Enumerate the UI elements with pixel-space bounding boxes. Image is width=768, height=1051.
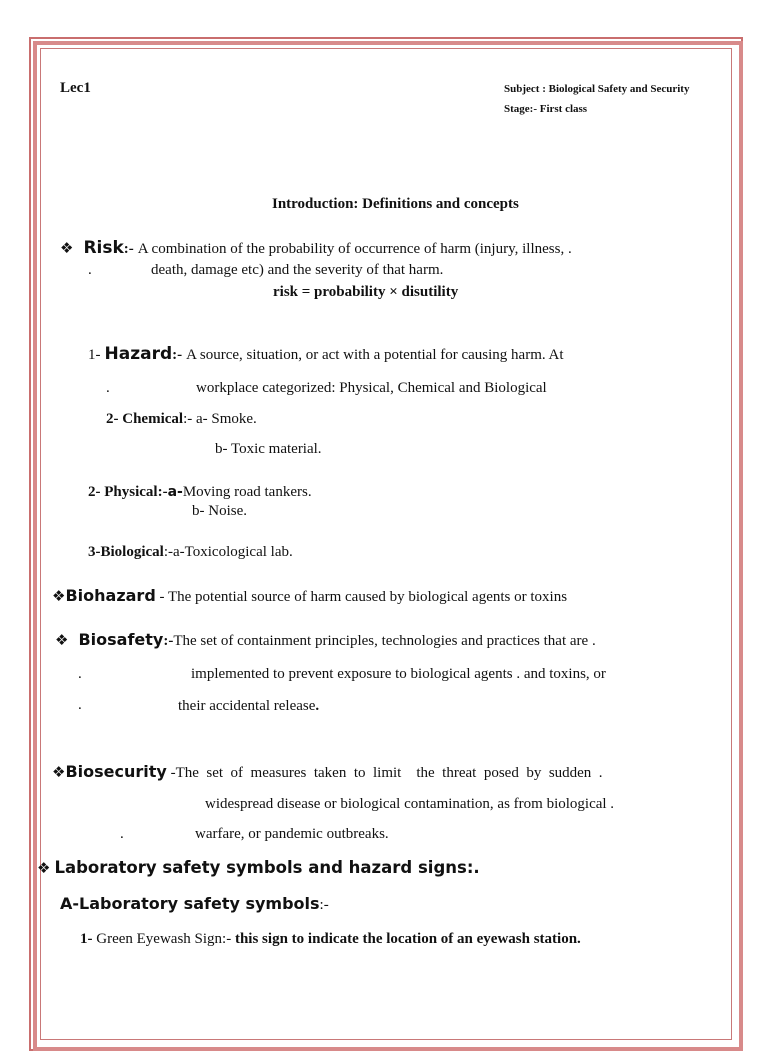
biosecurity-dot-3: . [120,826,124,842]
physical-line-2: b- Noise. [192,503,247,519]
biosafety-dot-3: . [78,697,82,713]
hazard-line-2: workplace categorized: Physical, Chemical and Biological [196,380,547,396]
lecture-number: Lec1 [60,80,91,96]
biosafety-dot-2: . [78,666,82,682]
hazard-dot-2: . [106,380,110,396]
diamond-bullet-icon: ❖ [37,859,51,877]
risk-term: Risk [83,238,124,258]
biosecurity-line-3: warfare, or pandemic outbreaks. [195,826,389,842]
biosafety-line-3-wrap [178,697,319,715]
biosafety-term: Biosafety [78,630,164,649]
biosafety-line-2: implemented to prevent exposure to biological agents . and toxins, or [191,666,606,682]
biosecurity-line-1: -The set of measures taken to limit the threat posed by sudden . [166,765,603,781]
eyewash-sign-item [80,930,581,948]
biohazard-definition [52,586,567,606]
hazard-line-1: A source, situation, or act with a potential for causing harm. At [186,347,564,363]
biosecurity-term: Biosecurity [65,762,167,781]
subject-line: Subject : Biological Safety and Security [504,83,690,95]
lab-symbols-heading: Laboratory safety symbols and hazard signs:. [54,858,480,877]
lab-symbols-subheading-wrap [60,894,329,914]
biosecurity-definition [52,762,603,782]
physical-item [88,483,312,501]
hazard-number: 1- [88,347,101,363]
risk-separator: :- [123,241,134,257]
risk-definition [60,238,572,258]
physical-a-marker: a- [167,484,183,500]
diamond-bullet-icon: ❖ [60,239,74,257]
risk-formula: risk = probability × disutility [273,284,459,300]
eyewash-item-number: 1- [80,931,93,947]
eyewash-item-label: Green Eyewash Sign:- [92,931,232,947]
diamond-bullet-icon: ❖ [55,631,69,649]
biological-label: 3-Biological [88,544,164,560]
biological-item [88,543,293,561]
hazard-term: Hazard [104,344,173,364]
lab-symbols-subheading-separator: :- [319,897,329,913]
biosafety-line-1: The set of containment principles, technologies and practices that are . [173,633,596,649]
biosafety-line-3: their accidental release [178,698,316,714]
biosafety-separator: :- [163,633,174,649]
page-title: Introduction: Definitions and concepts [272,196,519,212]
risk-dot-2: . [88,262,92,278]
diamond-bullet-icon: ❖ [52,763,66,781]
biosafety-line-3-end: . [315,698,320,714]
risk-line-2: death, damage etc) and the severity of that harm. [151,262,444,278]
biosafety-definition [55,630,596,650]
chemical-item [106,410,257,428]
biosecurity-line-2: widespread disease or biological contamination, as from biological . [205,796,615,812]
chemical-label: 2- Chemical [106,411,184,427]
biological-line-1: :-a-Toxicological lab. [163,544,293,560]
physical-line-1: Moving road tankers. [182,484,312,500]
eyewash-item-text: this sign to indicate the location of an eyewash station. [231,931,581,947]
lab-symbols-heading-wrap [37,858,480,878]
lab-symbols-subheading: A-Laboratory safety symbols [60,894,320,913]
chemical-line-1: :- a- Smoke. [183,411,257,427]
diamond-bullet-icon: ❖ [52,587,66,605]
hazard-separator: :- [172,347,183,363]
hazard-definition [88,344,564,364]
risk-line-1: A combination of the probability of occurrence of harm (injury, illness, . [137,241,572,257]
chemical-line-2: b- Toxic material. [215,441,322,457]
stage-line: Stage:- First class [504,103,588,115]
biohazard-term: Biohazard [65,586,156,605]
biohazard-text: - The potential source of harm caused by biological agents or toxins [155,589,568,605]
physical-label: 2- Physical:- [88,484,168,500]
